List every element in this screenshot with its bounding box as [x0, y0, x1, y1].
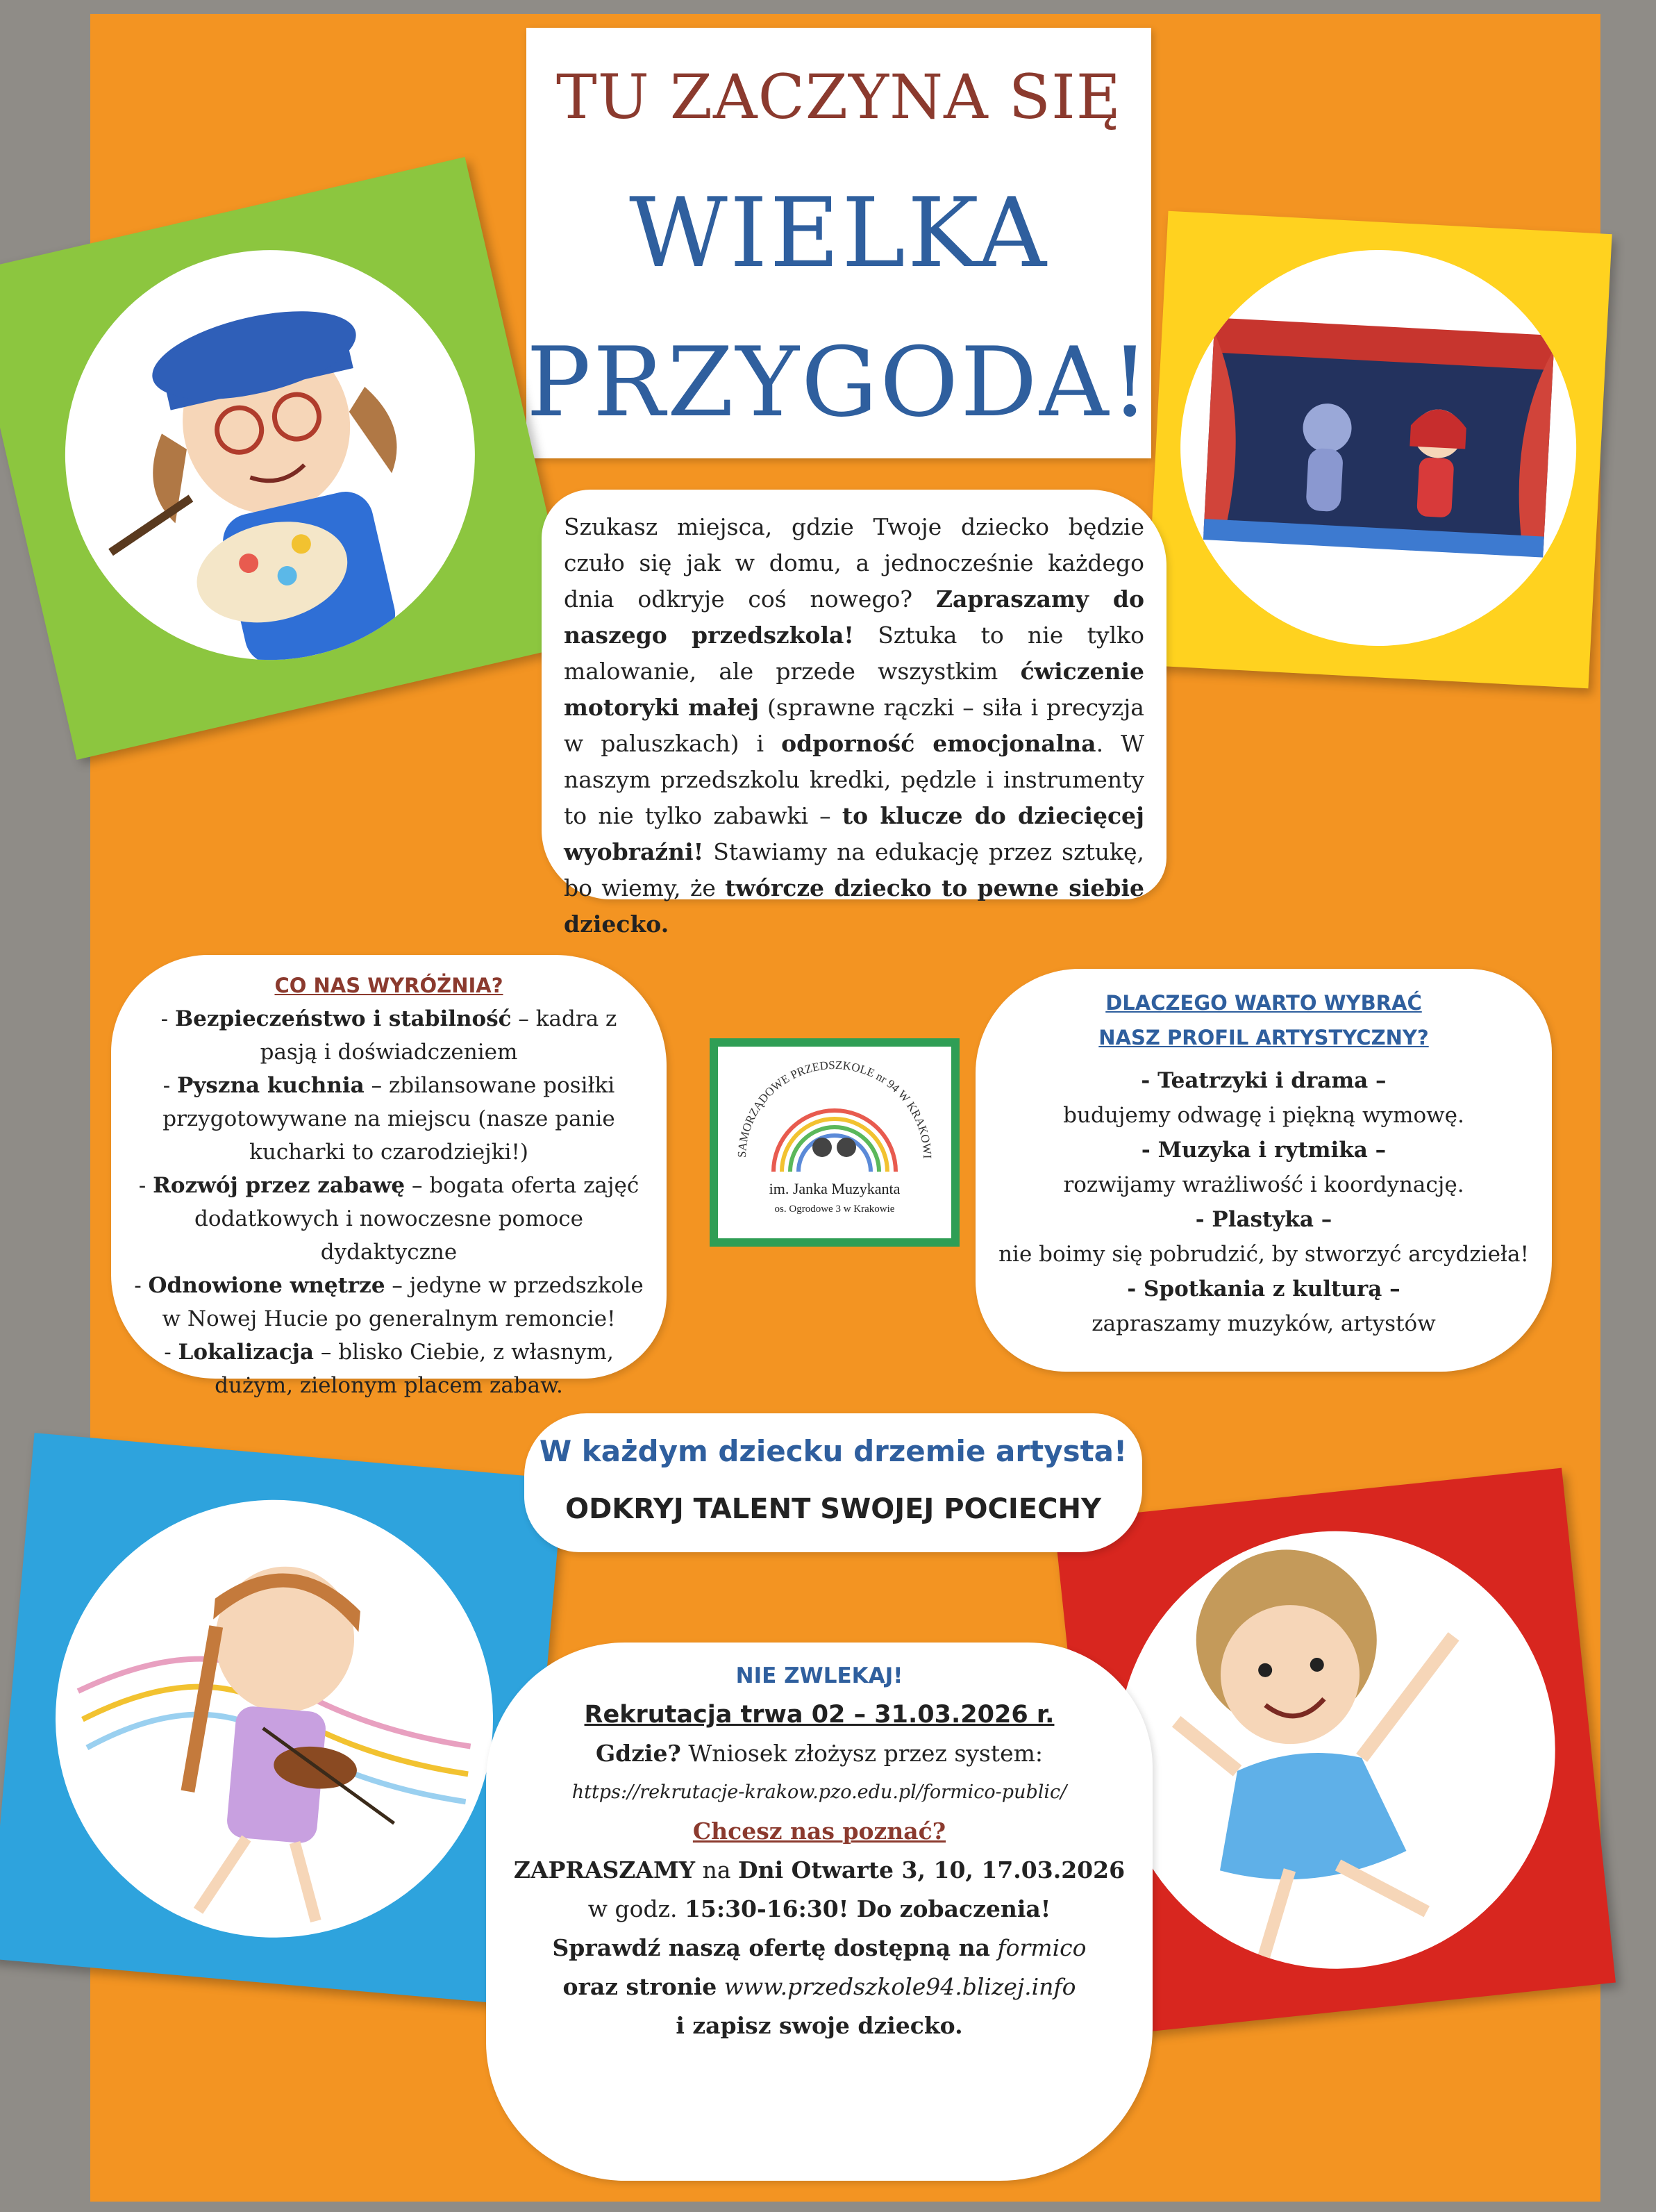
- why-card: [976, 969, 1552, 1372]
- recruit-open-days: ZAPRASZAMY na Dni Otwarte 3, 10, 17.03.2026: [513, 1856, 1126, 1883]
- why-item: - Teatrzyki i drama – budujemy odwagę i piękną wymowę.: [1063, 1068, 1464, 1128]
- violin-girl-illustration: [37, 1482, 512, 1956]
- recruit-where: Gdzie? Wniosek złożysz przez system:: [595, 1740, 1044, 1767]
- features-item: - Bezpieczeństwo i stabilność – kadra z pasją i doświadczeniem: [160, 1006, 617, 1065]
- theater-stage-illustration: [1171, 240, 1587, 656]
- logo-emblem: [718, 1047, 951, 1238]
- recruit-url[interactable]: https://rekrutacje-krakow.pzo.edu.pl/formico-public/: [571, 1781, 1067, 1803]
- logo-name: im. Janka Muzykanta: [769, 1180, 901, 1197]
- title-line-2: WIELKA: [629, 177, 1048, 289]
- theater-circle: [1171, 240, 1587, 656]
- why-heading-2: NASZ PROFIL ARTYSTYCZNY?: [1098, 1026, 1429, 1049]
- slogan-line-1: W każdym dziecku drzemie artysta!: [539, 1434, 1128, 1468]
- title-line-3: PRZYGODA!: [526, 326, 1151, 438]
- intro-p1: Szukasz miejsca, gdzie Twoje dziecko będzie czuło się jak w domu, a jednocześnie każdego dnia odkryje coś nowego?: [564, 513, 1144, 613]
- features-item: - Lokalizacja – blisko Ciebie, z własnym, dużym, zielonym placem zabaw.: [164, 1340, 614, 1398]
- intro-p4: ćwiczenie motoryki małej: [564, 658, 1144, 721]
- intro-p8: to klucze do dziecięcej wyobraźni!: [564, 802, 1144, 865]
- slogan-card: [524, 1413, 1142, 1552]
- intro-p3: Sztuka to nie tylko malowanie, ale przede wszystkim: [564, 622, 1144, 685]
- painter-girl-illustration: [24, 209, 516, 701]
- title-card: [526, 28, 1151, 458]
- intro-text-card: [542, 490, 1166, 938]
- intro-p6: odporność emocjonalna: [781, 730, 1096, 757]
- why-item: - Muzyka i rytmika – rozwijamy wrażliwość i koordynację.: [1063, 1138, 1464, 1197]
- dancing-girl-circle: [1096, 1510, 1577, 1990]
- slogan-line-2: ODKRYJ TALENT SWOJEJ POCIECHY: [565, 1493, 1101, 1525]
- why-heading-1: DLACZEGO WARTO WYBRAĆ: [1105, 991, 1422, 1015]
- intro-p5: (sprawne rączki – siła i precyzja w paluszkach) i: [564, 694, 1144, 757]
- title-line-1: TU ZACZYNA SIĘ: [556, 61, 1121, 133]
- painter-girl-circle: [24, 209, 516, 701]
- recruit-check: Sprawdź naszą ofertę dostępną na formico: [552, 1934, 1087, 1961]
- violin-girl-circle: [37, 1482, 512, 1956]
- intro-p2: Zapraszamy do naszego przedszkola!: [564, 585, 1144, 649]
- recruit-enroll: i zapisz swoje dziecko.: [676, 2012, 963, 2039]
- intro-p10: twórcze dziecko to pewne siebie dziecko.: [564, 874, 1144, 938]
- blue-square-card: [0, 1433, 564, 2005]
- yellow-square-card: [1144, 211, 1612, 689]
- recruit-hours: w godz. 15:30-16:30! Do zobaczenia!: [587, 1895, 1051, 1922]
- kindergarten-logo: [710, 1038, 960, 1247]
- features-card: [111, 955, 667, 1398]
- logo-address: os. Ogrodowe 3 w Krakowie: [774, 1204, 895, 1215]
- recruit-site: oraz stronie www.przedszkole94.blizej.info: [562, 1973, 1076, 2000]
- why-item: - Spotkania z kulturą – zapraszamy muzyków, artystów: [1092, 1277, 1436, 1336]
- features-item: - Odnowione wnętrze – jedyne w przedszkole w Nowej Hucie po generalnym remoncie!: [134, 1273, 644, 1331]
- recruit-meet: Chcesz nas poznać?: [692, 1818, 946, 1845]
- recruitment-card: [486, 1643, 1153, 2181]
- recruit-dates: Rekrutacja trwa 02 – 31.03.2026 r.: [584, 1701, 1055, 1729]
- logo-inner: [718, 1047, 951, 1238]
- recruit-heading: NIE ZWLEKAJ!: [735, 1663, 903, 1688]
- dancing-girl-illustration: [1096, 1510, 1577, 1990]
- intro-p9: Stawiamy na edukację przez sztukę, bo wiemy, że: [564, 838, 1144, 901]
- intro-p7: . W naszym przedszkolu kredki, pędzle i instrumenty to nie tylko zabawki –: [564, 730, 1144, 829]
- features-item: - Pyszna kuchnia – zbilansowane posiłki przygotowywane na miejscu (nasze panie kucharki to czarodziejki!): [162, 1073, 615, 1165]
- logo-arc-text: SAMORZĄDOWE PRZEDSZKOLE nr 94 W KRAKOWI: [735, 1058, 935, 1159]
- features-heading: CO NAS WYRÓŻNIA?: [274, 974, 503, 997]
- why-item: - Plastyka – nie boimy się pobrudzić, by stworzyć arcydzieła!: [998, 1207, 1529, 1267]
- features-item: - Rozwój przez zabawę – bogata oferta zajęć dodatkowych i nowoczesne pomoce dydaktyczne: [138, 1173, 639, 1265]
